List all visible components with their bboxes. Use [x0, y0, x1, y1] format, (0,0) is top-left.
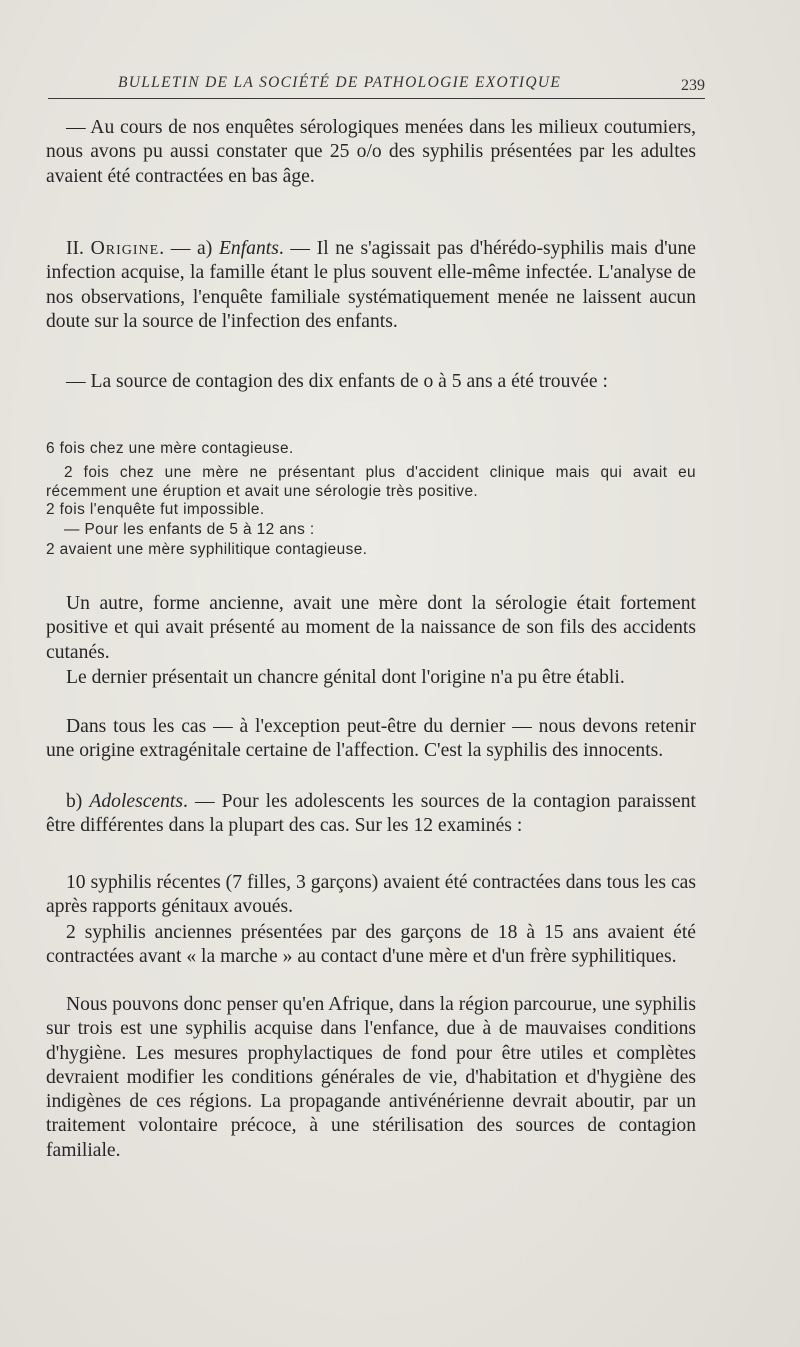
paragraph-old-syphilis: 2 syphilis anciennes présentées par des garçons de 18 à 15 ans avaient été contractées avant « la marche » au contact d'une mère et d'un frère syphilitiques.: [46, 922, 696, 968]
paragraph-serological-survey: — Au cours de nos enquêtes sérologiques menées dans les milieux coutumiers, nous avons pu aussi constater que 25 o/o des syphilis présentées par les adultes avaient été contractées en bas âge.: [46, 117, 696, 187]
paragraph-innocents: Dans tous les cas — à l'exception peut-être du dernier — nous devons retenir une origine extragénitale certaine de l'affection. C'est la syphilis des innocents.: [46, 716, 696, 762]
paragraph-adolescents: [46, 790, 696, 839]
list-item: — Pour les enfants de 5 à 12 ans :: [64, 521, 315, 538]
list-item: 2 avaient une mère syphilitique contagieuse.: [46, 541, 368, 558]
paragraph-last-case: Le dernier présentait un chancre génital dont l'origine n'a pu être établi.: [66, 667, 625, 688]
list-item: 6 fois chez une mère contagieuse.: [46, 440, 294, 457]
paragraph-conclusion: Nous pouvons donc penser qu'en Afrique, dans la région parcourue, une syphilis sur trois est une syphilis acquise dans l'enfance, due à de mauvaises conditions d'hygiène. Les mesures prophylactiques de fond pour être utiles et complètes devraient modifier les conditions générales de vie, d'habitation et d'hygiène des indigènes de ces régions. La propagande antivénérienne devrait aboutir, par un traitement volontaire précoce, à une stérilisation des sources de contagion familiale.: [46, 994, 696, 1161]
subsection-letter: b): [66, 791, 90, 812]
subheading-adolescents: Adolescents: [89, 791, 183, 812]
page-header: [100, 74, 705, 104]
section-separator: . — a): [159, 238, 219, 259]
paragraph-adolescents-text: . — Pour les adolescents les sources de la contagion paraissent être différentes dans la plupart des cas. Sur les 12 examinés :: [46, 791, 696, 837]
list-item: 2 fois chez une mère ne présentant plus d'accident clinique mais qui avait eu récemment une éruption et avait une sérologie très positive.: [46, 464, 696, 500]
paragraph-origin-children: [46, 237, 696, 334]
list-item: 2 fois l'enquête fut impossible.: [46, 501, 265, 518]
section-number: II.: [66, 238, 91, 259]
paragraph-ancient-form: Un autre, forme ancienne, avait une mère dont la sérologie était fortement positive et qui avait présenté au moment de la naissance de son fils des accidents cutanés.: [46, 593, 696, 663]
paragraph-recent-syphilis: 10 syphilis récentes (7 filles, 3 garçons) avaient été contractées dans tous les cas après rapports génitaux avoués.: [46, 872, 696, 918]
page-number: 239: [681, 77, 705, 94]
running-title: BULLETIN DE LA SOCIÉTÉ DE PATHOLOGIE EXOTIQUE: [118, 74, 562, 91]
subheading-enfants: Enfants: [218, 238, 279, 259]
section-heading-origine: Origine: [90, 238, 160, 259]
paragraph-contagion-source: — La source de contagion des dix enfants de o à 5 ans a été trouvée :: [66, 371, 608, 392]
paragraph-origin-text: . — Il ne s'agissait pas d'hérédo-syphilis mais d'une infection acquise, la famille étant le plus souvent elle-même infectée. L'analyse de nos observations, l'enquête familiale systématiquement menée ne laissent aucun doute sur la source de l'infection des enfants.: [46, 238, 696, 332]
header-rule: [48, 98, 705, 99]
